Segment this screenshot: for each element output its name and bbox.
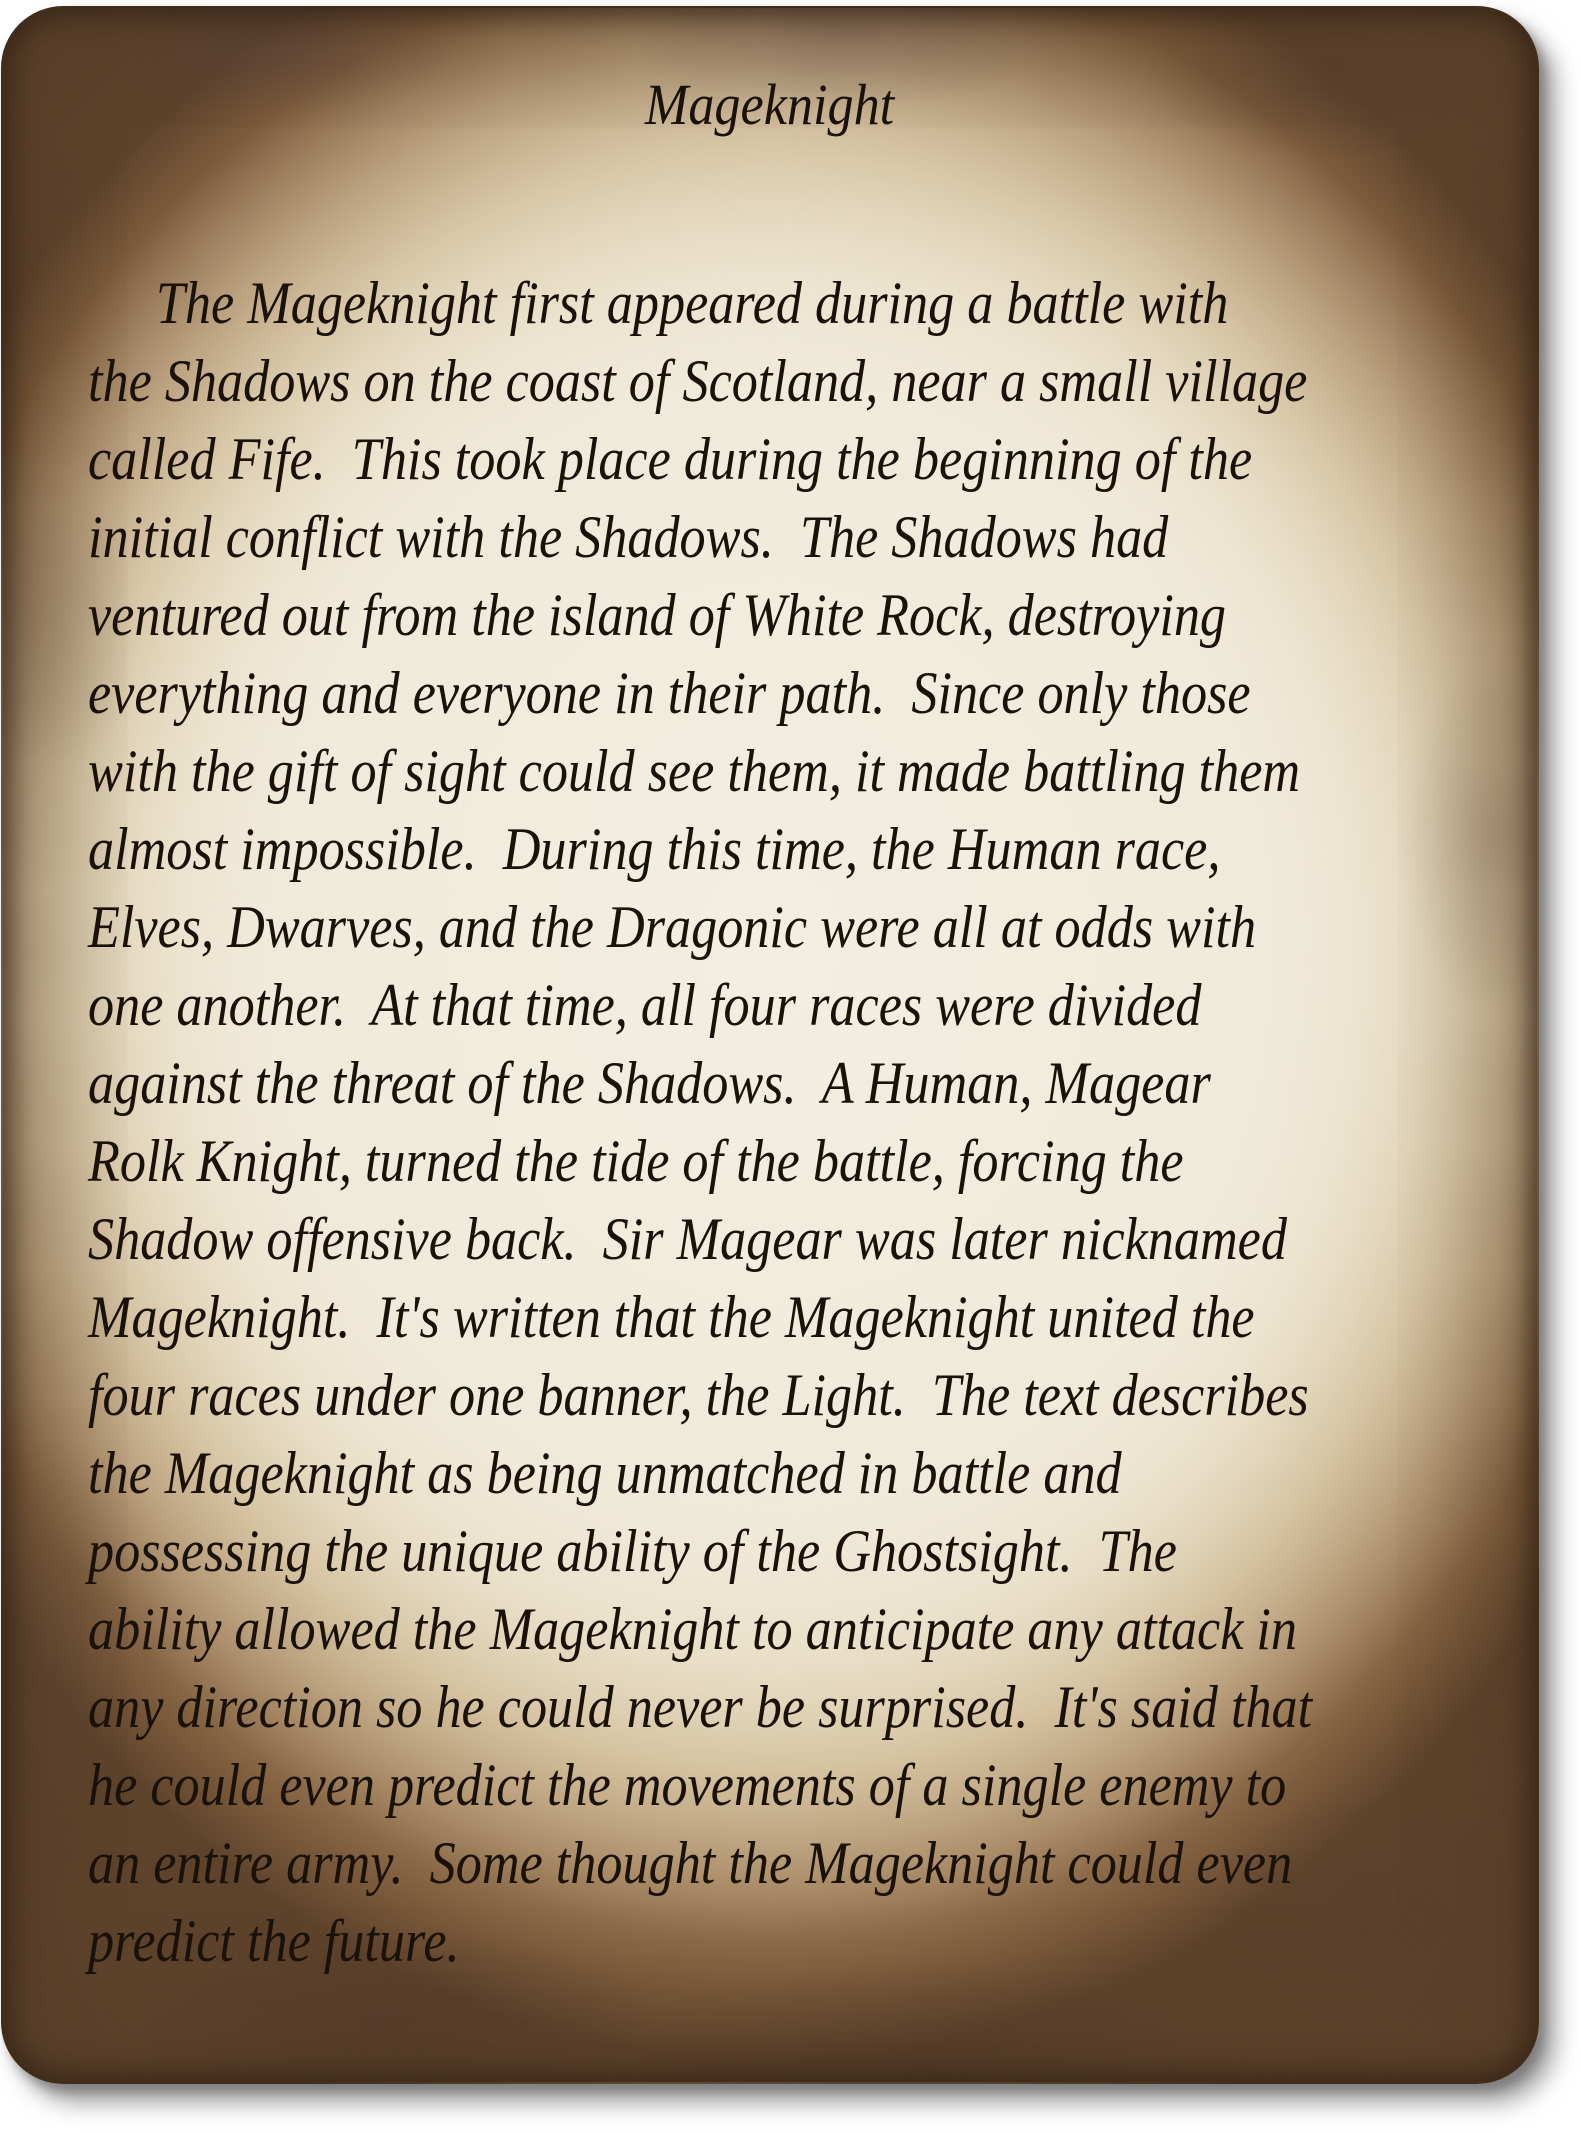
text-line: predict the future. [88, 1908, 460, 1974]
text-line: four races under one banner, the Light. The text describes [88, 1362, 1309, 1428]
text-line: one another. At that time, all four races were divided [88, 972, 1202, 1038]
text-line: against the threat of the Shadows. A Human, Magear [88, 1050, 1211, 1116]
text-line: possessing the unique ability of the Ghostsight. The [88, 1518, 1177, 1584]
text-line: ability allowed the Mageknight to anticipate any attack in [88, 1596, 1298, 1662]
text-line: Mageknight. It's written that the Mageknight united the [88, 1284, 1255, 1350]
text-line: he could even predict the movements of a single enemy to [88, 1752, 1287, 1818]
story-text [3, 264, 1537, 1980]
text-line: Elves, Dwarves, and the Dragonic were all at odds with [88, 894, 1257, 960]
text-line: ventured out from the island of White Rock, destroying [88, 582, 1227, 648]
text-line: almost impossible. During this time, the Human race, [88, 816, 1221, 882]
text-line: Rolk Knight, turned the tide of the battle, forcing the [88, 1128, 1184, 1194]
text-line: an entire army. Some thought the Mageknight could even [88, 1830, 1293, 1896]
text-line: with the gift of sight could see them, it made battling them [88, 738, 1301, 804]
text-line: called Fife. This took place during the beginning of the [88, 426, 1253, 492]
text-line: everything and everyone in their path. Since only those [88, 660, 1251, 726]
text-line: any direction so he could never be surprised. It's said that [88, 1674, 1313, 1740]
text-line: the Mageknight as being unmatched in battle and [88, 1440, 1122, 1506]
text-line: Shadow offensive back. Sir Magear was later nicknamed [88, 1206, 1287, 1272]
page-title [3, 66, 1537, 144]
text-line: the Shadows on the coast of Scotland, near a small village [88, 348, 1308, 414]
page-title-text: Mageknight [645, 72, 895, 137]
parchment-card [1, 6, 1539, 2084]
text-line: initial conflict with the Shadows. The Shadows had [88, 504, 1169, 570]
text-line: The Mageknight first appeared during a battle with [155, 270, 1229, 336]
